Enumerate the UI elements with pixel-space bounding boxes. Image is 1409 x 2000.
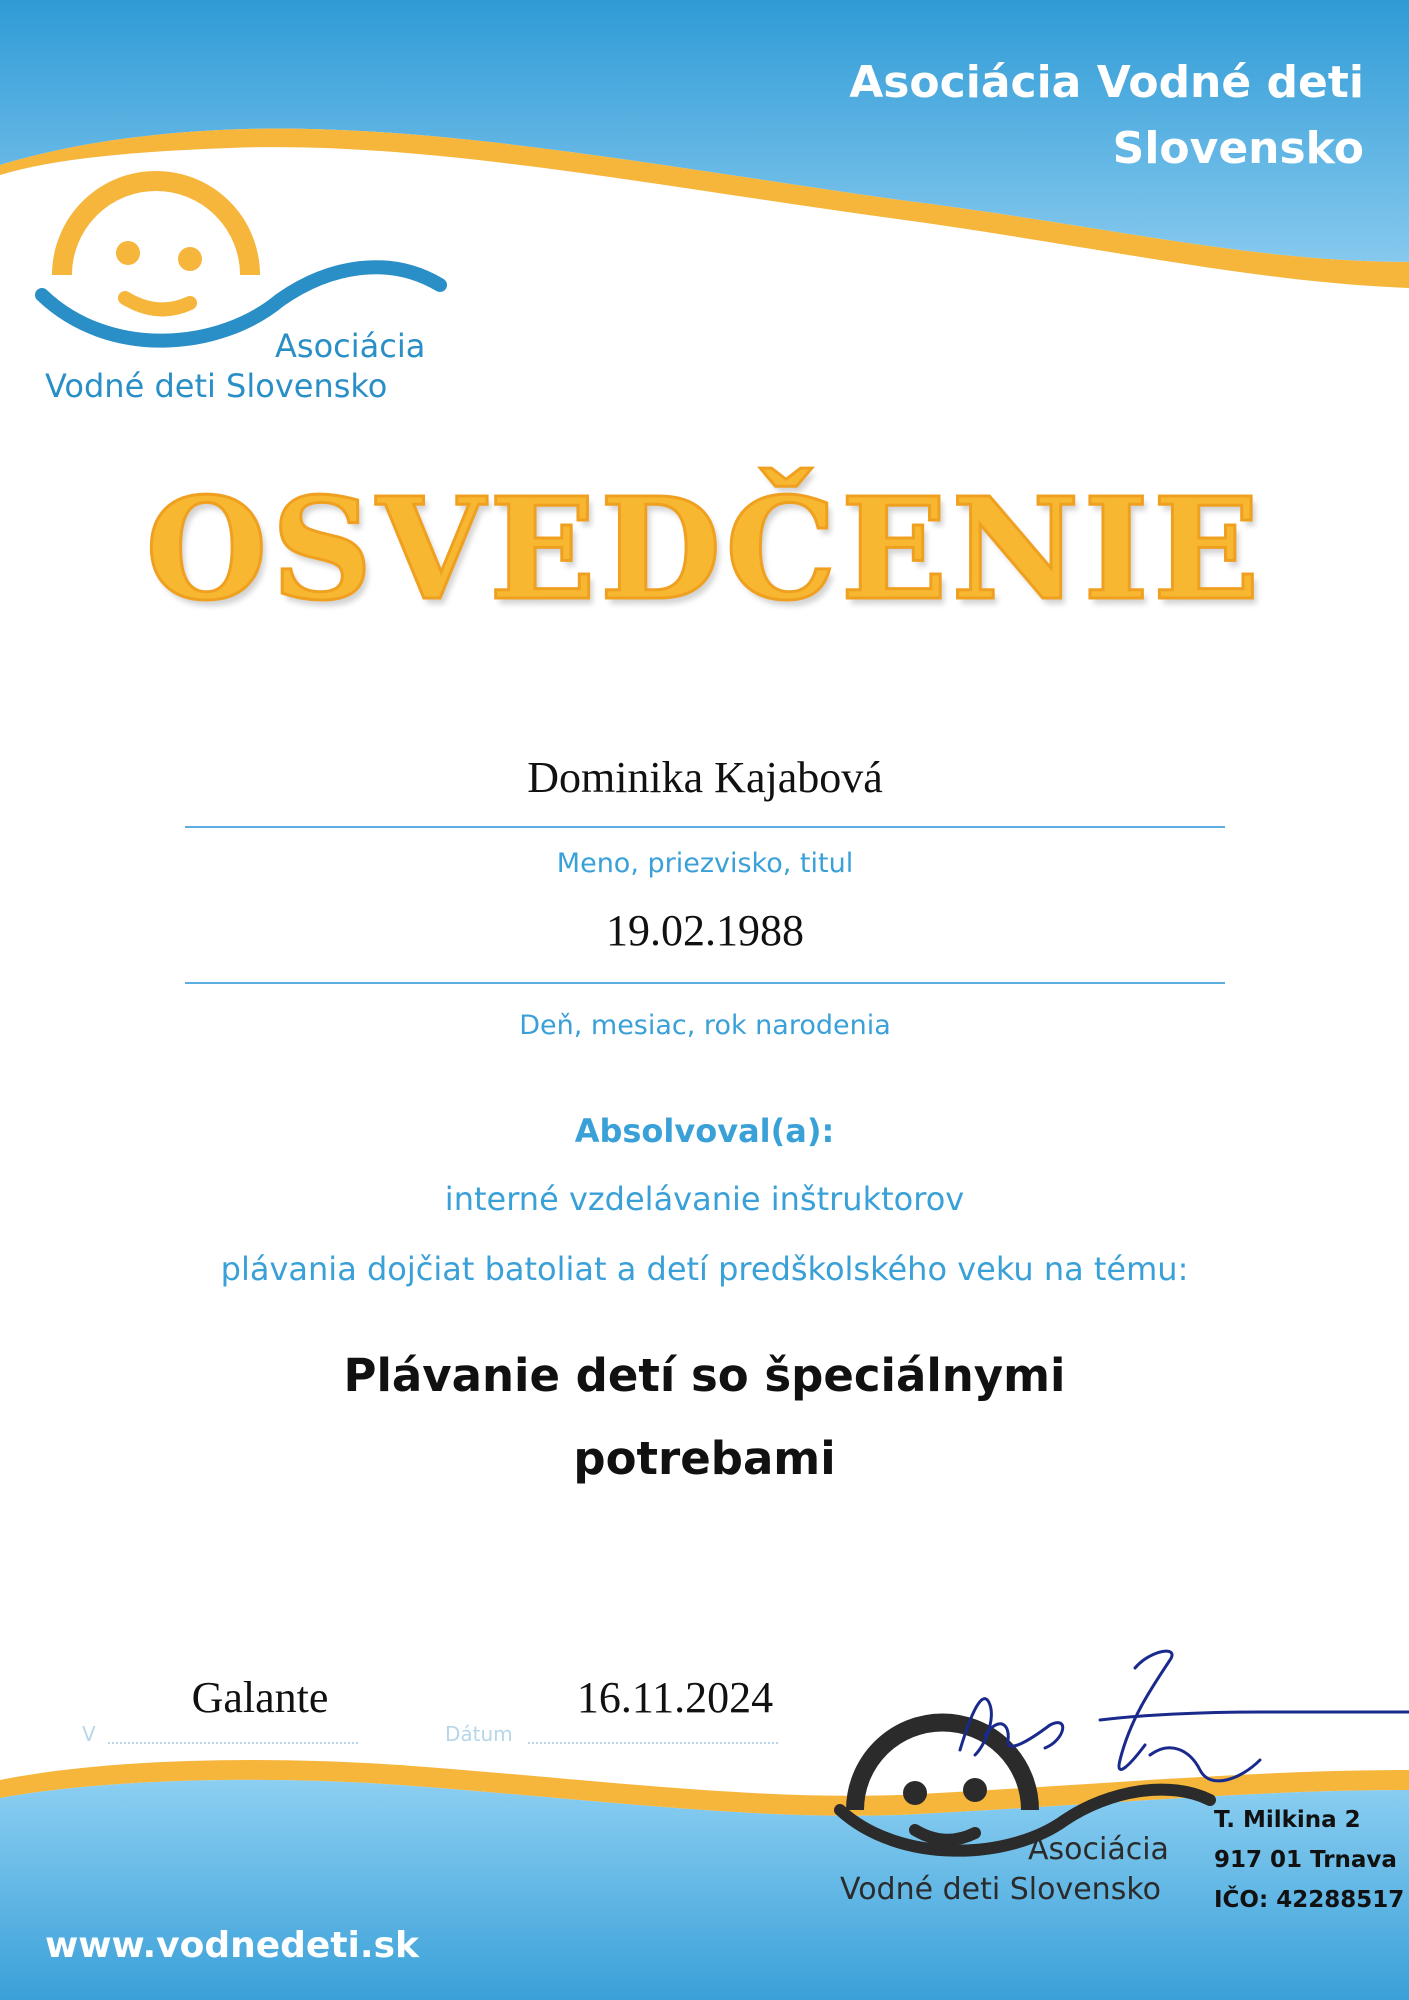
place-label: V: [82, 1722, 96, 1746]
smiley-wave-logo: [42, 181, 440, 341]
logo-text-line2: Vodné deti Slovensko: [45, 367, 388, 405]
name-underline: [185, 826, 1225, 828]
stamp-address-line3: IČO: 42288517: [1214, 1887, 1405, 1913]
logo-text-line1: Asociácia: [275, 327, 426, 365]
logo-eye-right: [178, 247, 202, 271]
name-label: Meno, priezvisko, titul: [556, 848, 854, 879]
certificate-title: OSVEDČENIE: [145, 468, 1264, 632]
stamp-address: [1214, 1800, 1404, 1920]
topic-line2: potrebami: [573, 1432, 836, 1485]
stamp-address-line2: 917 01 Trnava: [1214, 1847, 1397, 1873]
logo-sun-arc: [62, 181, 250, 275]
stamp-eye-right: [963, 1778, 987, 1802]
date-value: 16.11.2024: [576, 1673, 774, 1722]
place-value: Galante: [191, 1673, 329, 1722]
stamp-text-line2: Vodné deti Slovensko: [840, 1872, 1161, 1907]
footer-website: www.vodnedeti.sk: [45, 1925, 419, 1966]
course-line1: interné vzdelávanie inštruktorov: [444, 1180, 965, 1218]
header-org-line1: Asociácia Vodné deti: [849, 57, 1364, 108]
completed-label: Absolvoval(a):: [574, 1112, 835, 1150]
bottom-band: [0, 1780, 1409, 2000]
dob-value: 19.02.1988: [606, 906, 804, 955]
logo-eye-left: [116, 241, 140, 265]
dob-underline: [185, 982, 1225, 984]
stamp-text-line1: Asociácia: [1028, 1832, 1169, 1867]
signature: [960, 1651, 1409, 1781]
logo-mouth: [125, 298, 190, 309]
stamp-eye-left: [903, 1781, 927, 1805]
course-line2: plávania dojčiat batoliat a detí predškolského veku na tému:: [220, 1250, 1189, 1288]
place-dots: [108, 1742, 358, 1744]
header-org-line2: Slovensko: [1112, 123, 1364, 174]
stamp-address-line1: T. Milkina 2: [1214, 1807, 1361, 1833]
dob-label: Deň, mesiac, rok narodenia: [519, 1010, 891, 1041]
header-organization: [664, 50, 1364, 182]
topic-line1: Plávanie detí so špeciálnymi: [343, 1349, 1066, 1402]
date-dots: [528, 1742, 778, 1744]
name-value: Dominika Kajabová: [527, 753, 883, 802]
date-label: Dátum: [445, 1722, 513, 1746]
